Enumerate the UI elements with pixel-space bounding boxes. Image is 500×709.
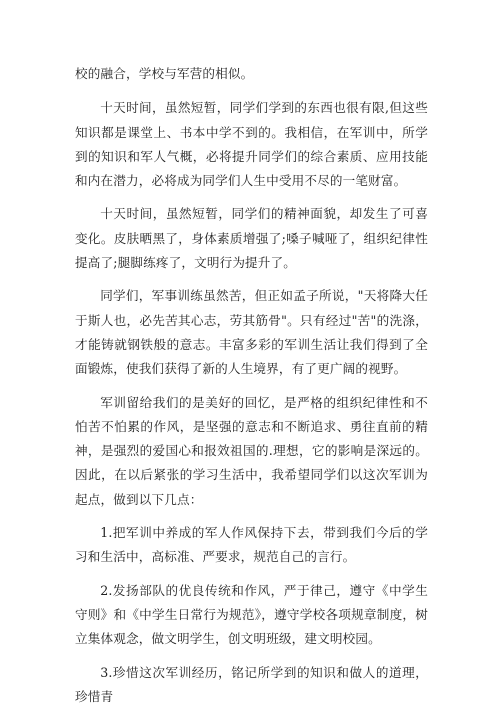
paragraph-continuation: 校的融合，学校与军营的相似。	[75, 66, 254, 81]
paragraph-knowledge: 十天时间，虽然短暂，同学们学到的东西也很有限,但这些知识都是课堂上、书本中学不到的。我相信，在军训中，所学到的知识和军人气概，必将提升同学们的综合素质、应用技能和内在潜力，必将成为同学们人生中受用不尽的一笔财富。	[75, 100, 428, 189]
list-item-1: 1.把军训中养成的军人作风保持下去，带到我们今后的学习和生活中，高标准、严要求，规范自己的言行。	[75, 525, 428, 565]
paragraph-hardship: 同学们，军事训练虽然苦，但正如孟子所说，"天将降大任于斯人也，必先苦其心志，劳其筋骨"。只有经过"苦"的洗涤，才能铸就钢铁般的意志。丰富多彩的军训生活让我们得到了全面锻炼，使我们获得了新的人生境界，有了更广阔的视野。	[75, 288, 428, 377]
list-item-2: 2.发扬部队的优良传统和作风，严于律己，遵守《中学生守则》和《中学生日常行为规范》，遵守学校各项规章制度，树立集体观念，做文明学生，创文明班级，建文明校园。	[75, 582, 428, 647]
list-item-3: 3.珍惜这次军训经历，铭记所学到的知识和做人的道理，珍惜青	[75, 664, 428, 704]
paragraph-changes: 十天时间，虽然短暂，同学们的精神面貌，却发生了可喜变化。皮肤晒黑了，身体素质增强了;嗓子喊哑了，组织纪律性提高了;腿脚练疼了，文明行为提升了。	[75, 206, 428, 271]
paragraph-memories: 军训留给我们的是美好的回忆，是严格的组织纪律性和不怕苦不怕累的作风，是坚强的意志和不断追求、勇往直前的精神，是强烈的爱国心和报效祖国的.理想，它的影响是深远的。因此，在以后紧张的学习生活中，我希望同学们以这次军训为起点，做到以下几点：	[75, 394, 428, 507]
